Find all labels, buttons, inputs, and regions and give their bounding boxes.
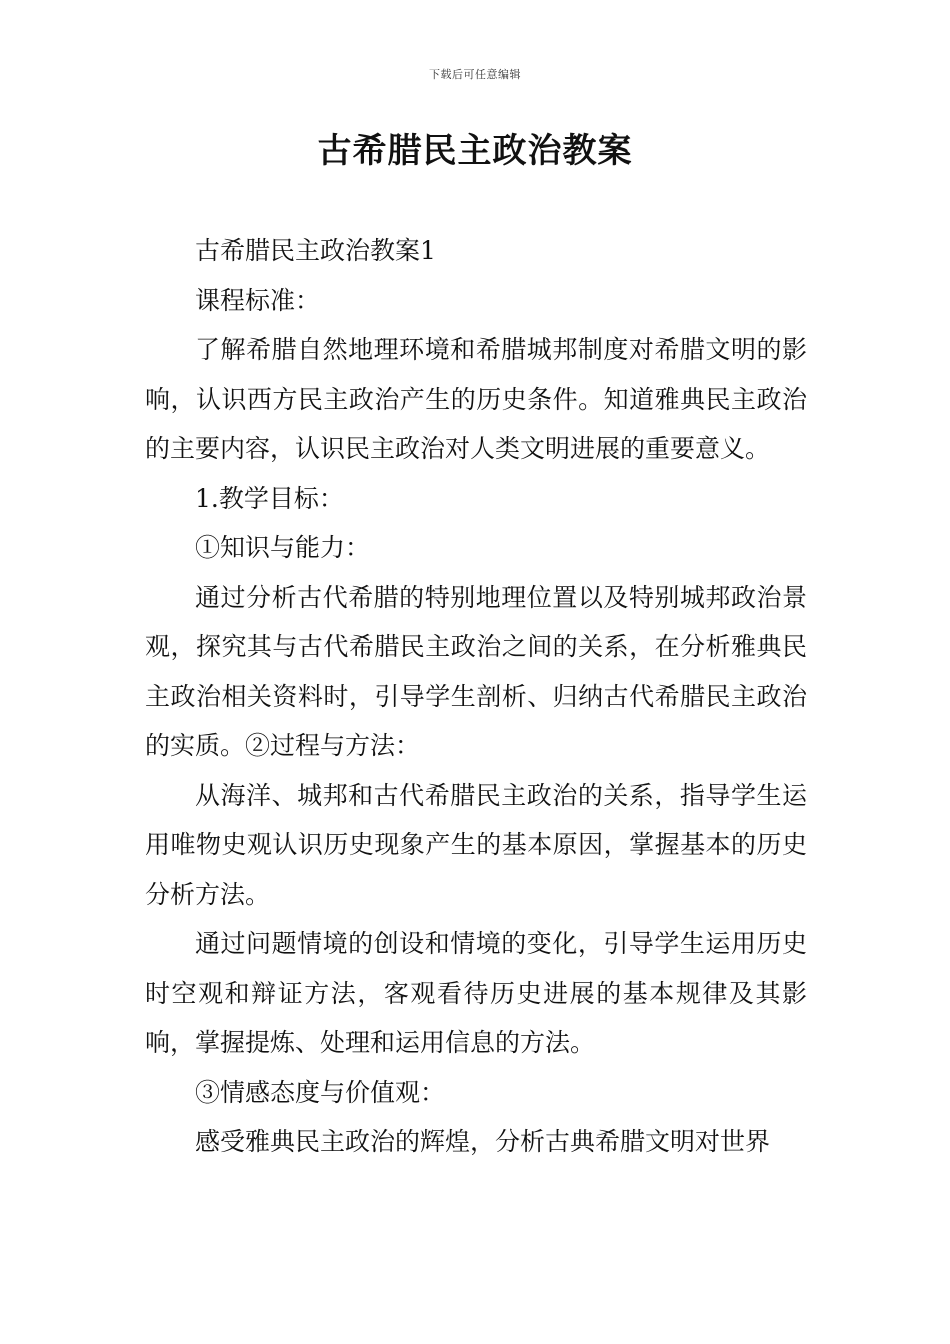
document-title: 古希腊民主政治教案: [317, 131, 633, 171]
paragraph-values-label: ③情感态度与价值观：: [195, 1077, 446, 1107]
paragraph-curriculum-label: 课程标准：: [195, 285, 321, 315]
paragraph-situation-text: 通过问题情境的创设和情境的变化，引导学生运用历史时空观和辩证方法，客观看待历史进展的基本规律及其影响，掌握提炼、处理和运用信息的方法。: [145, 929, 807, 1057]
paragraph-subtitle: 古希腊民主政治教案1: [195, 236, 436, 265]
paragraph-values-text: 感受雅典民主政治的辉煌，分析古典希腊文明对世界: [195, 1127, 771, 1156]
paragraph-knowledge-label: ①知识与能力：: [195, 533, 371, 562]
paragraph-curriculum-text: 了解希腊自然地理环境和希腊城邦制度对希腊文明的影响，认识西方民主政治产生的历史条件。知道雅典民主政治的主要内容，认识民主政治对人类文明进展的重要意义。: [145, 335, 807, 463]
document-body: [145, 226, 807, 1167]
paragraph-process-text: 从海洋、城邦和古代希腊民主政治的关系，指导学生运用唯物史观认识历史现象产生的基本原因，掌握基本的历史分析方法。: [145, 780, 807, 909]
paragraph-objectives-label: 1.教学目标：: [195, 483, 344, 513]
header-note: 下载后可任意编辑: [429, 68, 521, 81]
paragraph-knowledge-text: 通过分析古代希腊的特别地理位置以及特别城邦政治景观，探究其与古代希腊民主政治之间的关系，在分析雅典民主政治相关资料时，引导学生剖析、归纳古代希腊民主政治的实质。②过程与方法：: [145, 582, 807, 760]
